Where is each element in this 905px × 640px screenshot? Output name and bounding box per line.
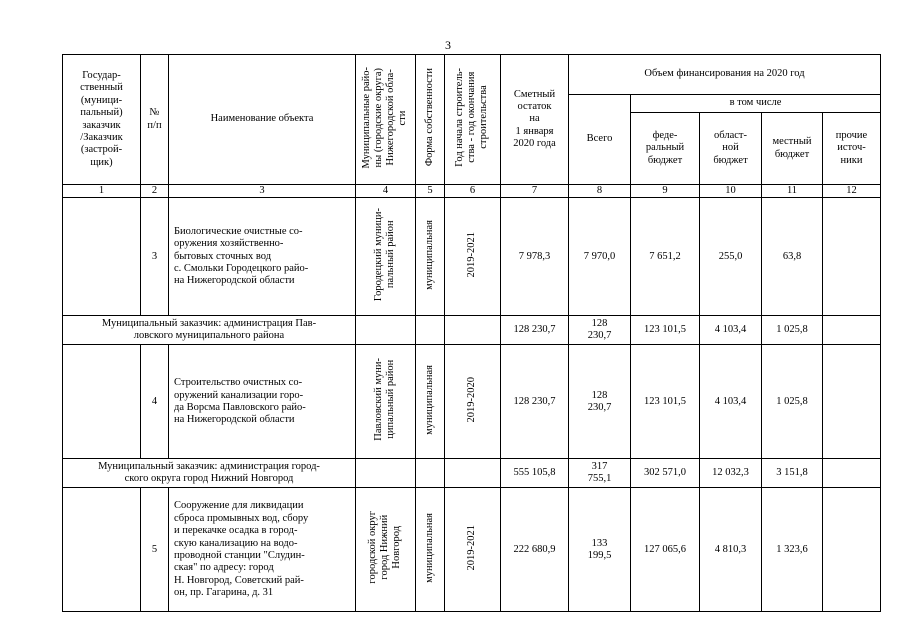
local: 1 025,8: [762, 316, 823, 345]
table-row-subtotal-nnovgorod: [63, 459, 881, 488]
years: 2019-2020: [466, 376, 478, 423]
estimate: 555 105,8: [501, 459, 569, 488]
col-num: 11: [762, 185, 823, 198]
col-num: 4: [356, 185, 416, 198]
estimate: 128 230,7: [501, 345, 569, 459]
local: 1 323,6: [762, 488, 823, 612]
row-num: 3: [141, 198, 169, 316]
header-local: местный бюджет: [762, 113, 823, 185]
regional: 4 103,4: [700, 345, 762, 459]
district-cell: [356, 488, 416, 612]
other: [823, 198, 881, 316]
header-years-cell: [445, 55, 501, 185]
total: 128 230,7: [569, 345, 631, 459]
empty-cell: [416, 459, 445, 488]
header-row-1: [63, 55, 881, 95]
local: 63,8: [762, 198, 823, 316]
object-name: Биологические очистные со- оружения хозяйственно- бытовых сточных вод с. Смольки Городецкого райо- на Нижегородской области: [169, 198, 356, 316]
header-total: Всего: [569, 95, 631, 185]
header-regional: област- ной бюджет: [700, 113, 762, 185]
ownership: муниципальная: [423, 219, 435, 290]
regional: 4 810,3: [700, 488, 762, 612]
customer-cell: [63, 345, 141, 459]
col-num: 7: [501, 185, 569, 198]
col-num: 2: [141, 185, 169, 198]
row-num: 5: [141, 488, 169, 612]
regional: 4 103,4: [700, 316, 762, 345]
col-num: 6: [445, 185, 501, 198]
header-other: прочие источ- ники: [823, 113, 881, 185]
district: городской округ город Нижний Новгород: [367, 511, 403, 584]
col-num: 5: [416, 185, 445, 198]
district: Городецкий муници- пальный район: [373, 208, 397, 302]
header-object-name: Наименование объекта: [169, 55, 356, 185]
local: 1 025,8: [762, 345, 823, 459]
federal: 123 101,5: [631, 345, 700, 459]
empty-cell: [445, 316, 501, 345]
estimate: 7 978,3: [501, 198, 569, 316]
years-cell: [445, 345, 501, 459]
col-num: 8: [569, 185, 631, 198]
years-cell: [445, 198, 501, 316]
regional: 255,0: [700, 198, 762, 316]
header-financing: Объем финансирования на 2020 год: [569, 55, 881, 95]
total: 133 199,5: [569, 488, 631, 612]
local: 3 151,8: [762, 459, 823, 488]
subtotal-label: Муниципальный заказчик: администрация Пав- ловского муниципального района: [63, 316, 356, 345]
financing-table: [62, 54, 881, 612]
other: [823, 459, 881, 488]
row-num: 4: [141, 345, 169, 459]
empty-cell: [416, 316, 445, 345]
col-num: 10: [700, 185, 762, 198]
federal: 302 571,0: [631, 459, 700, 488]
empty-cell: [356, 459, 416, 488]
empty-cell: [356, 316, 416, 345]
estimate: 128 230,7: [501, 316, 569, 345]
object-name: Сооружение для ликвидации сброса промывных вод, сбору и перекачке осадка в город- скую канализацию на водо- проводной станции "Слудин- ская" по адресу: город Н. Новгород, Советский рай- он, пр. Гагарина, д. 31: [169, 488, 356, 612]
customer-cell: [63, 488, 141, 612]
other: [823, 488, 881, 612]
empty-cell: [445, 459, 501, 488]
header-including: в том числе: [631, 95, 881, 113]
table-row-object-4: [63, 345, 881, 459]
regional: 12 032,3: [700, 459, 762, 488]
total: 317 755,1: [569, 459, 631, 488]
subtotal-label: Муниципальный заказчик: администрация город- ского округа город Нижний Новгород: [63, 459, 356, 488]
district-cell: [356, 198, 416, 316]
object-name: Строительство очистных со- оружений канализации горо- да Ворсма Павловского райо- на Нижегородской области: [169, 345, 356, 459]
header-ownership-cell: [416, 55, 445, 185]
district-cell: [356, 345, 416, 459]
federal: 7 651,2: [631, 198, 700, 316]
header-estimate: Сметный остаток на 1 января 2020 года: [501, 55, 569, 185]
other: [823, 345, 881, 459]
ownership-cell: [416, 198, 445, 316]
col-num: 1: [63, 185, 141, 198]
page-number: 3: [445, 38, 451, 52]
total: 128 230,7: [569, 316, 631, 345]
ownership-cell: [416, 345, 445, 459]
col-num: 9: [631, 185, 700, 198]
ownership: муниципальная: [423, 512, 435, 583]
header-district: Муниципальные райо- ны (городские округа) Нижегородской обла- сти: [361, 66, 409, 169]
header-district-cell: [356, 55, 416, 185]
col-num: 3: [169, 185, 356, 198]
customer-cell: [63, 198, 141, 316]
col-num: 12: [823, 185, 881, 198]
federal: 127 065,6: [631, 488, 700, 612]
total: 7 970,0: [569, 198, 631, 316]
header-ownership: Форма собственности: [423, 68, 435, 167]
header-num: № п/п: [141, 55, 169, 185]
header-years: Год начала строитель- ства - год окончания строительства: [454, 67, 490, 167]
estimate: 222 680,9: [501, 488, 569, 612]
table-row-object-5: [63, 488, 881, 612]
column-numbers-row: [63, 185, 881, 198]
ownership: муниципальная: [423, 364, 435, 435]
header-customer: Государ- ственный (муници- пальный) заказчик /Заказчик (застрой- щик): [63, 55, 141, 185]
table-row-subtotal-pavlovo: [63, 316, 881, 345]
other: [823, 316, 881, 345]
years: 2019-2021: [466, 524, 478, 571]
ownership-cell: [416, 488, 445, 612]
district: Павловский муни- ципальный район: [373, 358, 397, 442]
table-row-object-3: [63, 198, 881, 316]
federal: 123 101,5: [631, 316, 700, 345]
years-cell: [445, 488, 501, 612]
years: 2019-2021: [466, 231, 478, 278]
header-federal: феде- ральный бюджет: [631, 113, 700, 185]
